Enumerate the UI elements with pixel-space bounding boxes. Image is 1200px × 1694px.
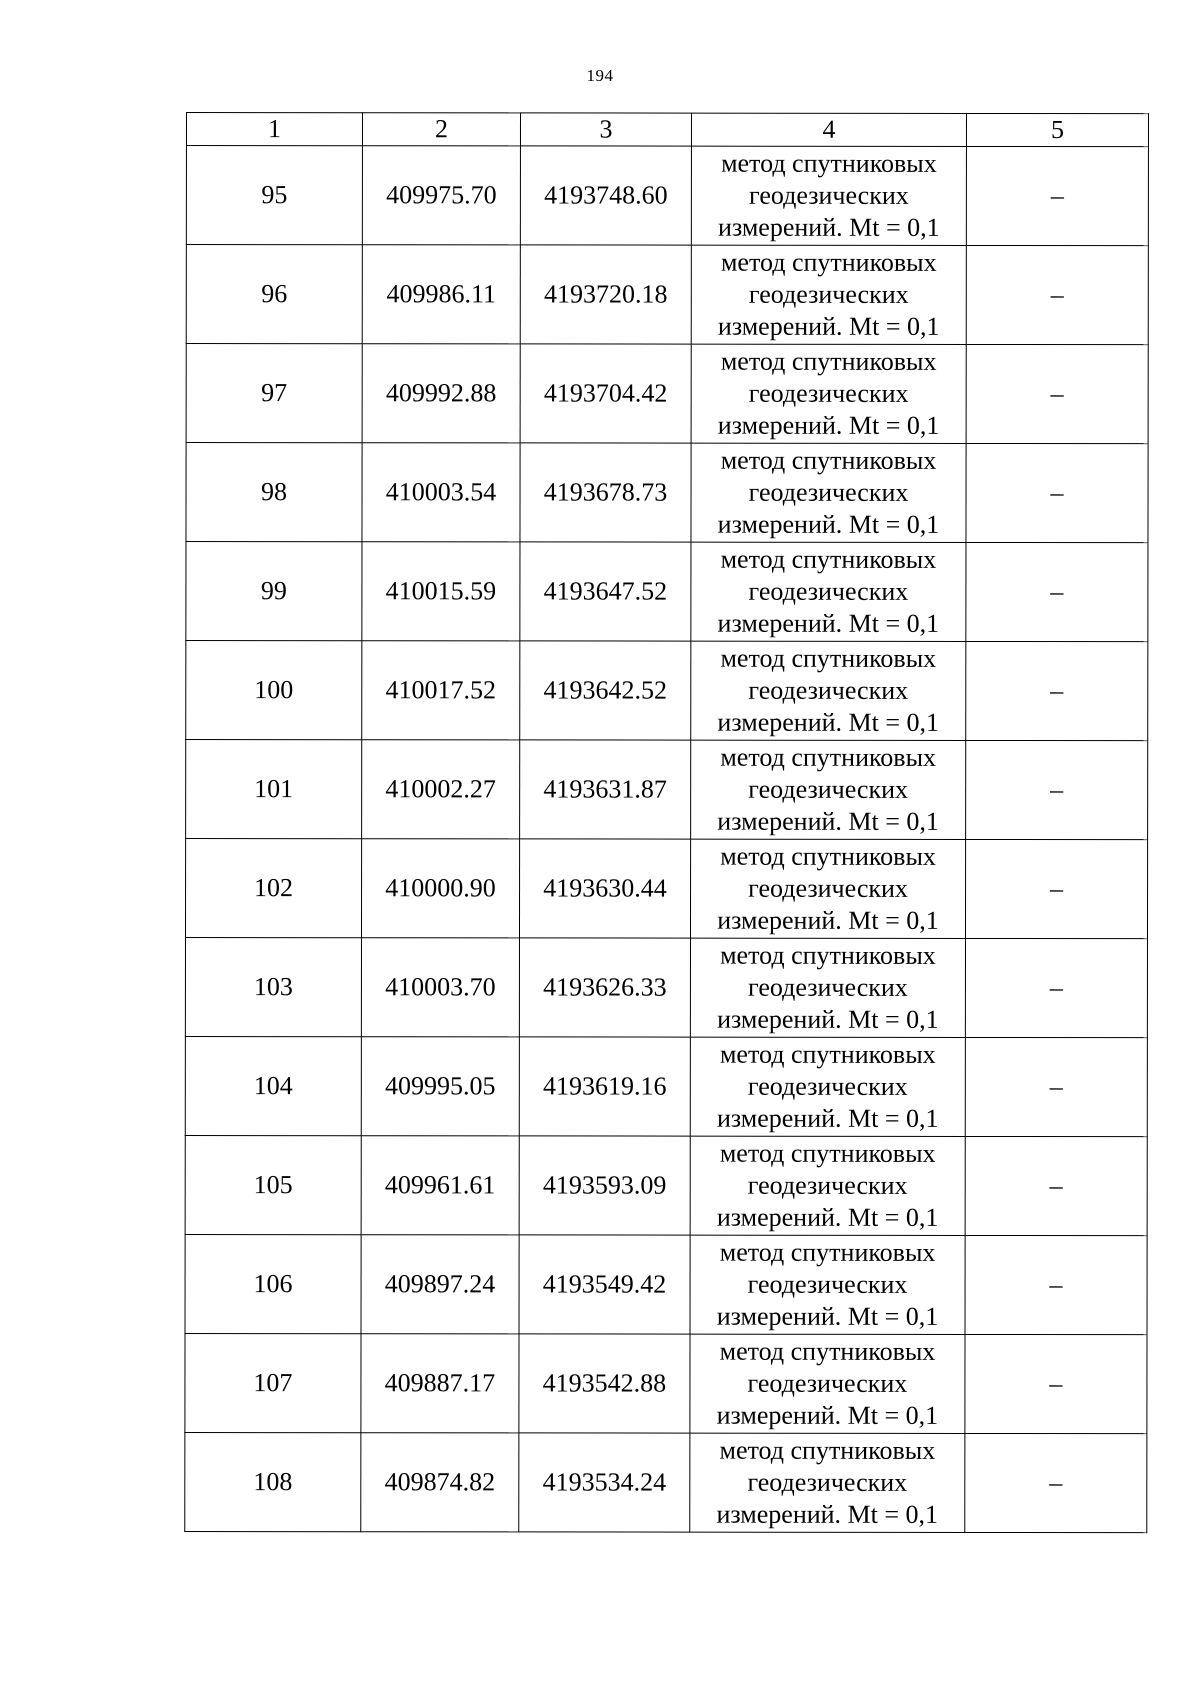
method-line: метод спутниковых: [719, 1039, 936, 1069]
method-line: измерений. Mt = 0,1: [716, 1103, 939, 1133]
x-coordinate-cell: 409897.24: [361, 1235, 519, 1334]
method-line: метод спутниковых: [719, 1138, 936, 1168]
method-line: измерений. Mt = 0,1: [718, 212, 940, 242]
x-coordinate-cell: 409961.61: [361, 1136, 519, 1235]
method-line: метод спутниковых: [719, 1435, 936, 1465]
method-line: измерений. Mt = 0,1: [717, 410, 940, 440]
method-line: измерений. Mt = 0,1: [717, 707, 940, 737]
point-number-cell: 101: [186, 740, 362, 839]
method-cell: [690, 938, 965, 1037]
table-row: [186, 542, 1148, 642]
method-line: геодезических: [748, 774, 909, 804]
x-coordinate-cell: 410017.52: [362, 641, 520, 740]
x-coordinate-cell: 409975.70: [362, 146, 520, 245]
y-coordinate-cell: 4193704.42: [520, 344, 691, 443]
method-line: геодезических: [748, 378, 909, 408]
method-line: измерений. Mt = 0,1: [716, 1400, 939, 1430]
table-row: [185, 1234, 1147, 1334]
method-line: метод спутниковых: [720, 940, 936, 970]
y-coordinate-cell: 4193549.42: [519, 1235, 690, 1334]
point-number-cell: 95: [186, 146, 362, 245]
page-number: 194: [586, 66, 614, 85]
note-cell: –: [966, 146, 1148, 245]
x-coordinate-cell: 409887.17: [361, 1334, 519, 1433]
method-line: измерений. Mt = 0,1: [717, 905, 939, 935]
y-coordinate-cell: 4193748.60: [520, 146, 691, 245]
note-cell: –: [966, 245, 1148, 344]
point-number-cell: 99: [186, 542, 362, 641]
point-number-cell: 103: [185, 938, 361, 1037]
y-coordinate-cell: 4193630.44: [519, 839, 690, 938]
x-coordinate-cell: 410003.70: [361, 938, 519, 1037]
table-row: [185, 1036, 1147, 1136]
x-coordinate-cell: 410015.59: [362, 542, 520, 641]
method-cell: [690, 1037, 965, 1136]
method-cell: [691, 146, 966, 245]
note-cell: –: [966, 443, 1148, 542]
point-number-cell: 97: [186, 344, 362, 443]
point-number-cell: 105: [185, 1135, 361, 1234]
x-coordinate-cell: 409874.82: [361, 1433, 519, 1532]
y-coordinate-cell: 4193619.16: [519, 1037, 690, 1136]
method-line: геодезических: [749, 180, 909, 210]
table-row: [186, 344, 1148, 444]
note-cell: –: [965, 1235, 1147, 1334]
method-cell: [690, 839, 965, 938]
y-coordinate-cell: 4193720.18: [520, 245, 691, 344]
point-number-cell: 108: [185, 1432, 361, 1531]
method-line: метод спутниковых: [720, 841, 936, 871]
table-row: [186, 146, 1148, 246]
x-coordinate-cell: 409986.11: [362, 245, 520, 344]
note-cell: –: [966, 344, 1148, 443]
method-line: геодезических: [747, 1071, 908, 1101]
method-line: метод спутниковых: [720, 445, 937, 475]
table-row: [185, 938, 1147, 1038]
method-line: геодезических: [748, 477, 909, 507]
method-cell: [691, 443, 966, 542]
table-row: [185, 1135, 1147, 1235]
header-row: [186, 113, 1148, 147]
method-line: измерений. Mt = 0,1: [716, 1202, 939, 1232]
method-cell: [690, 1433, 965, 1532]
header-cell-5: 5: [966, 113, 1148, 146]
point-number-cell: 102: [185, 839, 361, 938]
method-line: метод спутниковых: [720, 643, 937, 673]
method-cell: [691, 245, 966, 344]
header-cell-1: 1: [186, 113, 362, 146]
table-body: [185, 146, 1149, 1533]
method-line: геодезических: [748, 675, 909, 705]
method-line: геодезических: [747, 1467, 908, 1497]
note-cell: –: [965, 1334, 1147, 1433]
point-number-cell: 96: [186, 245, 362, 344]
method-line: геодезических: [747, 1368, 908, 1398]
table-row: [185, 1432, 1147, 1532]
table-row: [186, 245, 1148, 345]
method-line: геодезических: [747, 1170, 908, 1200]
note-cell: –: [965, 839, 1147, 938]
coordinates-table: [184, 112, 1149, 1533]
method-line: измерений. Mt = 0,1: [717, 311, 940, 341]
method-line: геодезических: [748, 576, 909, 606]
y-coordinate-cell: 4193593.09: [519, 1136, 690, 1235]
method-line: геодезических: [747, 1269, 908, 1299]
point-number-cell: 104: [185, 1036, 361, 1135]
method-line: метод спутниковых: [719, 1336, 936, 1366]
method-line: метод спутниковых: [720, 247, 937, 277]
method-line: измерений. Mt = 0,1: [717, 509, 940, 539]
y-coordinate-cell: 4193642.52: [520, 641, 691, 740]
table-row: [185, 1333, 1147, 1433]
y-coordinate-cell: 4193631.87: [520, 740, 691, 839]
point-number-cell: 98: [186, 443, 362, 542]
y-coordinate-cell: 4193678.73: [520, 443, 691, 542]
note-cell: –: [966, 641, 1148, 740]
x-coordinate-cell: 410002.27: [362, 740, 520, 839]
y-coordinate-cell: 4193626.33: [519, 938, 690, 1037]
method-line: геодезических: [748, 873, 908, 903]
note-cell: –: [966, 542, 1148, 641]
table-row: [185, 839, 1147, 939]
method-cell: [691, 542, 966, 641]
method-line: измерений. Mt = 0,1: [717, 608, 940, 638]
method-cell: [690, 1235, 965, 1334]
header-cell-3: 3: [520, 113, 691, 146]
point-number-cell: 106: [185, 1234, 361, 1333]
method-cell: [690, 1136, 965, 1235]
method-line: геодезических: [748, 279, 909, 309]
method-line: метод спутниковых: [720, 346, 937, 376]
table-row: [186, 641, 1148, 741]
method-cell: [691, 641, 966, 740]
table-header: [186, 113, 1148, 147]
header-cell-2: 2: [362, 113, 520, 146]
note-cell: –: [966, 740, 1148, 839]
method-cell: [691, 740, 966, 839]
table-row: [186, 443, 1148, 543]
x-coordinate-cell: 410000.90: [361, 839, 519, 938]
method-line: измерений. Mt = 0,1: [717, 1004, 939, 1034]
note-cell: –: [965, 938, 1147, 1037]
note-cell: –: [965, 1037, 1147, 1136]
header-cell-4: 4: [691, 113, 966, 146]
point-number-cell: 107: [185, 1333, 361, 1432]
x-coordinate-cell: 410003.54: [362, 443, 520, 542]
method-line: метод спутниковых: [719, 1237, 936, 1267]
method-cell: [690, 1334, 965, 1433]
method-line: метод спутниковых: [720, 742, 937, 772]
y-coordinate-cell: 4193542.88: [519, 1334, 690, 1433]
method-line: измерений. Mt = 0,1: [716, 1499, 939, 1529]
method-line: измерений. Mt = 0,1: [716, 1301, 939, 1331]
method-cell: [691, 344, 966, 443]
y-coordinate-cell: 4193534.24: [519, 1433, 690, 1532]
note-cell: –: [965, 1433, 1147, 1532]
x-coordinate-cell: 409995.05: [361, 1037, 519, 1136]
table-row: [186, 740, 1148, 840]
method-line: метод спутниковых: [720, 544, 937, 574]
y-coordinate-cell: 4193647.52: [520, 542, 691, 641]
method-line: геодезических: [748, 972, 908, 1002]
x-coordinate-cell: 409992.88: [362, 344, 520, 443]
note-cell: –: [965, 1136, 1147, 1235]
point-number-cell: 100: [186, 641, 362, 740]
method-line: метод спутниковых: [721, 148, 937, 178]
method-line: измерений. Mt = 0,1: [717, 806, 939, 836]
